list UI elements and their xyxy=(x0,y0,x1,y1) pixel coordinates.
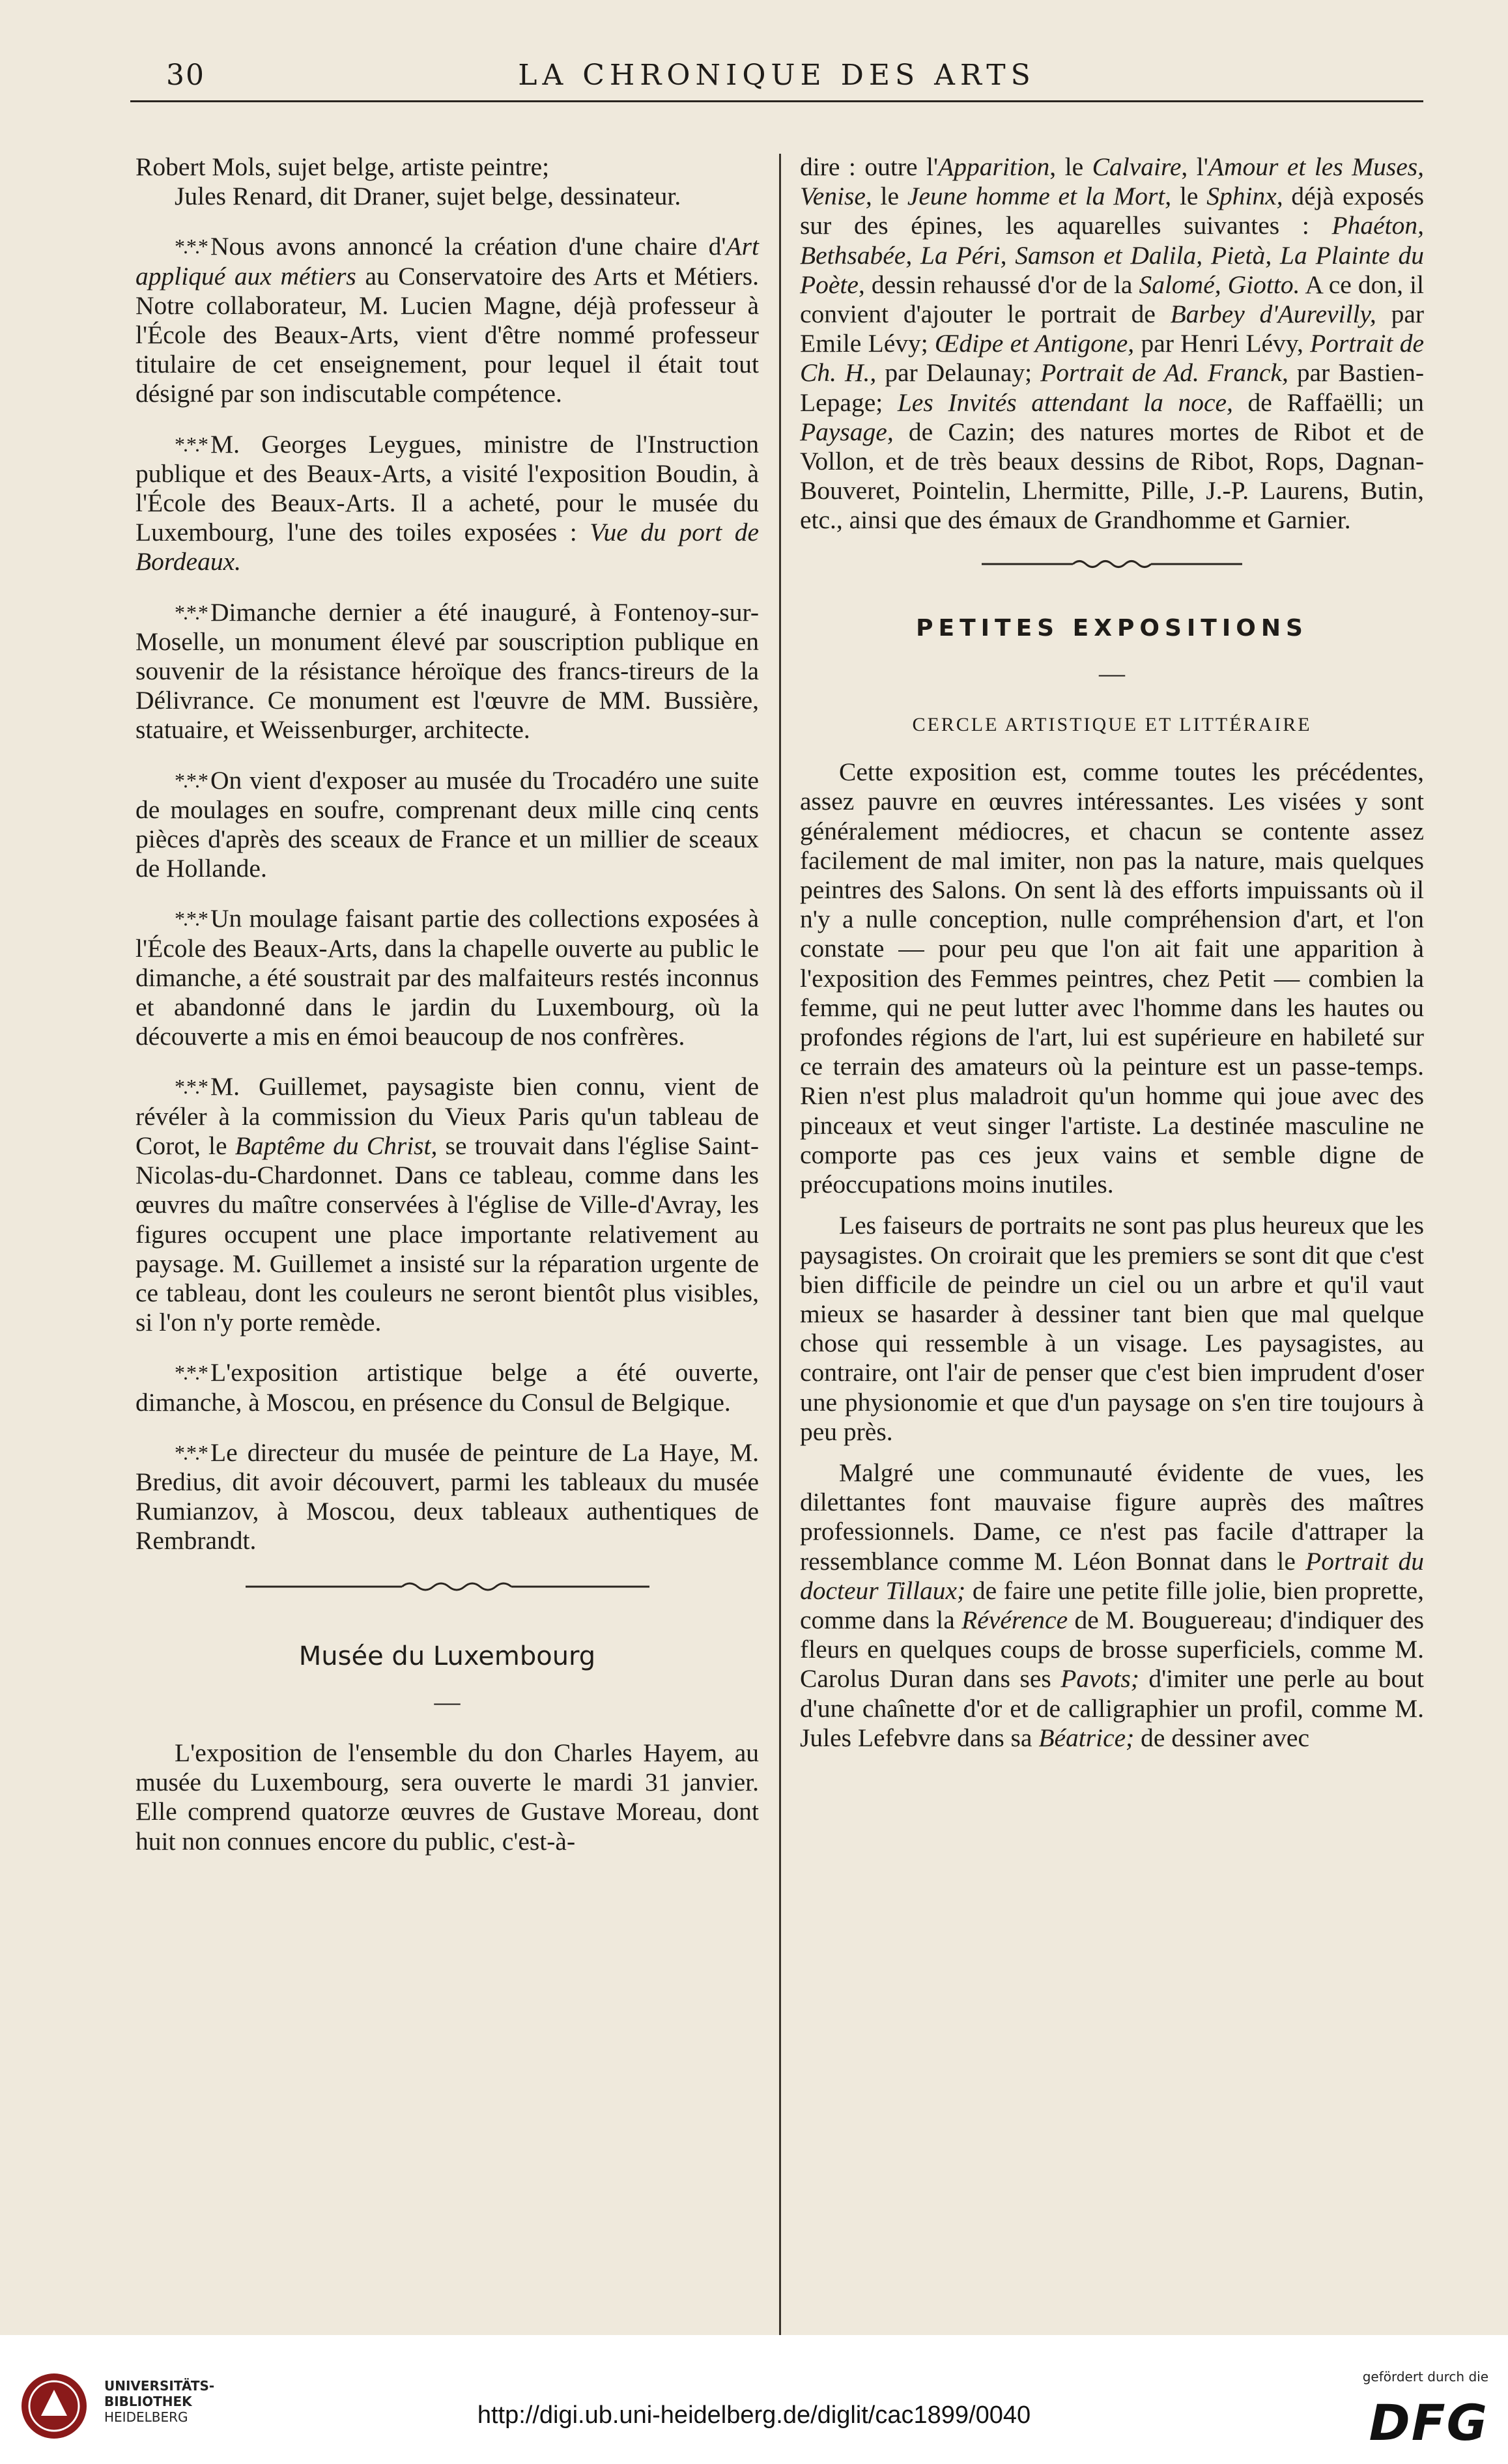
asterism-icon: *.*.* xyxy=(175,1361,206,1385)
dfg-logo: DFG xyxy=(1369,2394,1488,2452)
paragraph: Robert Mols, sujet belge, artiste peintre; xyxy=(135,152,550,181)
running-header xyxy=(130,53,1423,99)
paragraph: dire : outre l'Apparition, le Calvaire, l'Amour et les Muses, Venise, le Jeune homme et la Mort, le Sphinx, déjà exposés sur des épines, les aquarelles suivantes : Phaéton, Bethsabée, La Péri, Samson et Dalila, Pietà, La Plainte du Poète, dessin rehaussé d'or de la Salomé, Giotto. A ce don, il convient d'ajouter le portrait de Barbey d'Aurevilly, par Emile Lévy; Œdipe et Antigone, par Henri Lévy, Portrait de Ch. H., par Delaunay; Portrait de Ad. Franck, par Bastien-Lepage; Les Invités attendant la noce, de Raffaëlli; un Paysage, de Cazin; des natures mortes de Ribot et de Vollon, et de très beaux dessins de Ribot, Rops, Dagnan-Bouveret, Pointelin, Lhermitte, Pille, J.-P. Laurens, Butin, etc., ainsi que des émaux de Grandhomme et Garnier. xyxy=(800,152,1425,535)
asterism-icon: *.*.* xyxy=(175,600,206,624)
news-item: *.*.* L'exposition artistique belge a été ouverte, dimanche, à Moscou, en présence du Consul de Belgique. xyxy=(135,1358,759,1417)
page-number: 30 xyxy=(166,59,205,92)
header-rule xyxy=(130,100,1423,102)
asterism-icon: *.*.* xyxy=(175,234,206,259)
permalink[interactable]: http://digi.ub.uni-heidelberg.de/diglit/cac1899/0040 xyxy=(477,2401,1031,2429)
journal-title: LA CHRONIQUE DES ARTS xyxy=(518,59,1036,92)
digitization-footer xyxy=(0,2335,1508,2464)
paragraph: Malgré une communauté évidente de vues, les dilettantes font mauvaise figure auprès des maîtres professionnels. Dame, ce n'est pas facile d'attraper la ressemblance comme M. Léon Bonnat dans le Portrait du docteur Tillaux; de faire une petite fille jolie, bien proprette, comme dans la Révérence de M. Bouguereau; d'indiquer des fleurs en quelques coups de brosse superficiels, comme M. Carolus Duran dans ses Pavots; d'imiter une perle au bout d'une chaînette d'or et de calligraphier un profil, comme M. Jules Lefebvre dans sa Béatrice; de dessiner avec xyxy=(800,1458,1424,1752)
section-heading: PETITES EXPOSITIONS xyxy=(916,614,1308,642)
asterism-icon: *.*.* xyxy=(175,432,206,456)
asterism-icon: *.*.* xyxy=(175,1075,206,1099)
asterism-icon: *.*.* xyxy=(175,907,206,931)
paragraph: Cette exposition est, comme toutes les précédentes, assez pauvre en œuvres intéressantes. Les visées y sont généralement médiocres, et chacun se contente assez facilement de mal imiter, non pas la nature, mais quelques peintres des Salons. On sent là des efforts impuissants où il n'y a nulle conception, nulle compréhension d'art, et l'on constate — pour peu que l'on ait fait une apparition à l'exposition des Femmes peintres, chez Petit — combien la femme, qui ne peut lutter avec l'homme dans les hautes ou profondes régions de l'art, lui est supérieure en habileté sur ce terrain des amateurs où la peinture est un passe-temps. Rien n'est plus maladroit qu'un homme qui joue avec des pinceaux et veut singer l'artiste. La destinée masculine ne comporte pas ces jeux vains et semble digne de préoccupations moins inutiles. xyxy=(800,758,1424,1199)
column-divider xyxy=(779,154,781,2378)
ornament-divider-icon xyxy=(982,556,1242,572)
news-item: *.*.* Dimanche dernier a été inauguré, à Fontenoy-sur-Moselle, un monument élevé par souscription publique en souvenir de la résistance héroïque des francs-tireurs de la Délivrance. Ce monument est l'œuvre de MM. Bussière, statuaire, et Weissenburger, architecte. xyxy=(135,597,759,744)
asterism-icon: *.*.* xyxy=(175,1440,206,1464)
paragraph: Les faiseurs de portraits ne sont pas plus heureux que les paysagistes. On croirait que les premiers se sont dit que c'est bien difficile de peindre un ciel ou un arbre et qu'il vaut mieux se hasarder à dessiner tant bien que mal quelque chose qui ressemble à un visage. Les paysagistes, au contraire, ont l'air de penser que c'est bien imprudent d'oser une physionomie et que d'un paysage on s'en tire toujours à peu près. xyxy=(800,1211,1424,1446)
asterism-icon: *.*.* xyxy=(175,768,206,792)
section-heading: Musée du Luxembourg xyxy=(298,1641,596,1671)
heading-dash: — xyxy=(1099,658,1125,688)
right-column xyxy=(800,152,1424,1774)
ornament-divider-icon xyxy=(246,1577,649,1596)
news-item: *.*.* M. Guillemet, paysagiste bien connu, vient de révéler à la commission du Vieux Paris qu'un tableau de Corot, le Baptême du Christ, se trouvait dans l'église Saint-Nicolas-du-Chardonnet. Dans ce tableau, comme dans les œuvres du maître conservées à l'église de Ville-d'Avray, les figures occupent une place importante relativement au paysage. M. Guillemet a insisté sur la réparation urgente de ce tableau, dont les couleurs ne seront bientôt plus visibles, si l'on n'y porte remède. xyxy=(135,1072,760,1337)
heading-dash: — xyxy=(434,1686,461,1716)
subsection-heading: CERCLE ARTISTIQUE ET LITTÉRAIRE xyxy=(912,714,1312,736)
news-item: *.*.* On vient d'exposer au musée du Trocadéro une suite de moulages en soufre, comprenant deux mille cinq cents pièces d'après des sceaux de France et un millier de sceaux de Hollande. xyxy=(135,765,759,883)
funding-note: gefördert durch die xyxy=(1362,2369,1488,2385)
news-item: *.*.* Le directeur du musée de peinture de La Haye, M. Bredius, dit avoir découvert, parmi les tableaux du musée Rumianzov, à Moscou, deux tableaux authentiques de Rembrandt. xyxy=(135,1437,759,1555)
news-item: *.*.* M. Georges Leygues, ministre de l'Instruction publique et des Beaux-Arts, a visité l'exposition Boudin, à l'École des Beaux-Arts. Il a acheté, pour le musée du Luxembourg, l'une des toiles exposées : Vue du port de Bordeaux. xyxy=(135,429,759,576)
paragraph: Jules Renard, dit Draner, sujet belge, dessinateur. xyxy=(175,182,681,211)
news-item: *.*.* Nous avons annoncé la création d'une chaire d'Art appliqué aux métiers au Conservatoire des Arts et Métiers. Notre collaborateur, M. Lucien Magne, déjà professeur à l'École des Beaux-Arts, vient d'être nommé professeur titulaire de cet enseignement, pour lequel il était tout désigné par son indiscutable compétence. xyxy=(135,232,759,408)
paragraph: L'exposition de l'ensemble du don Charles Hayem, au musée du Luxembourg, sera ouverte le mardi 31 janvier. Elle comprend quatorze œuvres de Gustave Moreau, dont huit non connues encore du public, c'est-à- xyxy=(135,1738,759,1856)
news-item: *.*.* Un moulage faisant partie des collections exposées à l'École des Beaux-Arts, dans la chapelle ouverte au public le dimanche, a été soustrait par des malfaiteurs restés inconnus et abandonné dans le jardin du Luxembourg, où la découverte a mis en émoi beaucoup de nos confrères. xyxy=(135,904,759,1051)
institution-name: UNIVERSITÄTS- BIBLIOTHEK HEIDELBERG xyxy=(104,2378,215,2425)
left-column xyxy=(135,152,759,1877)
